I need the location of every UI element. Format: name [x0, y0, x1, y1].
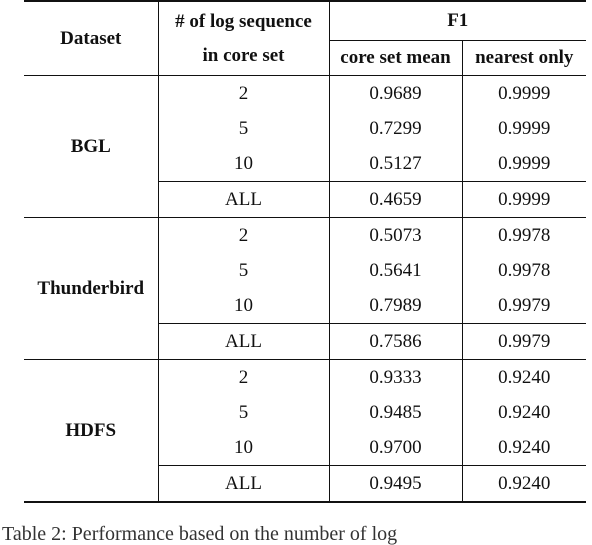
core-set-mean-cell: 0.9700 — [329, 430, 462, 466]
nearest-only-cell: 0.9240 — [462, 466, 586, 503]
nearest-only-cell: 0.9240 — [462, 430, 586, 466]
core-set-size-cell: ALL — [158, 324, 329, 360]
core-set-size-cell: 5 — [158, 111, 329, 146]
dataset-name-cell: HDFS — [24, 360, 158, 503]
results-table — [24, 0, 586, 503]
table-row — [24, 360, 586, 396]
core-set-size-cell: ALL — [158, 466, 329, 503]
core-set-mean-cell: 0.5073 — [329, 218, 462, 254]
nearest-only-cell: 0.9999 — [462, 182, 586, 218]
core-set-size-header-line2: in core set — [202, 44, 285, 66]
core-set-size-cell: 2 — [158, 360, 329, 396]
f1-group-header: F1 — [329, 1, 586, 41]
core-set-size-header-line1: # of log sequence — [175, 10, 312, 32]
core-set-mean-cell: 0.5127 — [329, 146, 462, 182]
core-set-mean-column-header: core set mean — [329, 41, 462, 76]
core-set-size-column-header — [158, 1, 329, 76]
core-set-size-cell: 5 — [158, 253, 329, 288]
core-set-mean-cell: 0.7586 — [329, 324, 462, 360]
core-set-mean-cell: 0.9333 — [329, 360, 462, 396]
core-set-mean-cell: 0.4659 — [329, 182, 462, 218]
nearest-only-column-header: nearest only — [462, 41, 586, 76]
core-set-size-cell: 2 — [158, 218, 329, 254]
dataset-name-cell: BGL — [24, 76, 158, 218]
core-set-mean-cell: 0.9689 — [329, 76, 462, 112]
dataset-column-header: Dataset — [24, 1, 158, 76]
nearest-only-cell: 0.9240 — [462, 360, 586, 396]
nearest-only-cell: 0.9240 — [462, 395, 586, 430]
nearest-only-cell: 0.9978 — [462, 253, 586, 288]
core-set-mean-cell: 0.9495 — [329, 466, 462, 503]
nearest-only-cell: 0.9979 — [462, 324, 586, 360]
table-caption: Table 2: Performance based on the number of log — [2, 523, 398, 545]
core-set-size-cell: 10 — [158, 430, 329, 466]
table-row — [24, 76, 586, 112]
nearest-only-cell: 0.9999 — [462, 146, 586, 182]
table-body — [24, 76, 586, 503]
core-set-size-cell: 5 — [158, 395, 329, 430]
core-set-size-cell: 2 — [158, 76, 329, 112]
core-set-mean-cell: 0.7299 — [329, 111, 462, 146]
core-set-size-cell: 10 — [158, 146, 329, 182]
nearest-only-cell: 0.9999 — [462, 111, 586, 146]
core-set-size-cell: ALL — [158, 182, 329, 218]
nearest-only-cell: 0.9979 — [462, 288, 586, 324]
core-set-size-cell: 10 — [158, 288, 329, 324]
core-set-mean-cell: 0.5641 — [329, 253, 462, 288]
table-row — [24, 218, 586, 254]
core-set-mean-cell: 0.7989 — [329, 288, 462, 324]
dataset-name-cell: Thunderbird — [24, 218, 158, 360]
core-set-mean-cell: 0.9485 — [329, 395, 462, 430]
table-header — [24, 1, 586, 76]
nearest-only-cell: 0.9978 — [462, 218, 586, 254]
nearest-only-cell: 0.9999 — [462, 76, 586, 112]
